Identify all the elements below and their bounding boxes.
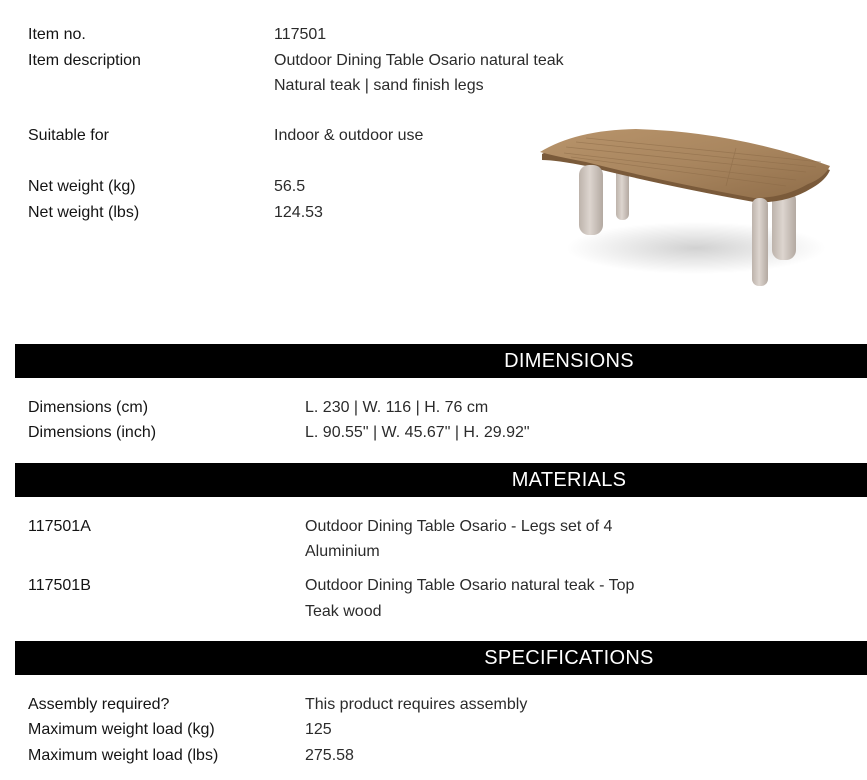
max-load-lbs-label: Maximum weight load (lbs) — [28, 747, 219, 764]
materials-header — [15, 463, 867, 497]
dimensions-inch-value: L. 90.55" | W. 45.67" | H. 29.92" — [305, 424, 530, 441]
assembly-label: Assembly required? — [28, 696, 170, 713]
materials-title: MATERIALS — [511, 469, 627, 491]
dimensions-cm-value: L. 230 | W. 116 | H. 76 cm — [305, 399, 489, 416]
assembly-value: This product requires assembly — [305, 696, 528, 713]
net-weight-kg-value: 56.5 — [274, 178, 306, 195]
net-weight-lbs-label: Net weight (lbs) — [28, 204, 140, 221]
material-code: 117501B — [28, 577, 91, 594]
teak-dining-table-product-image — [536, 120, 836, 295]
material-item-name: Outdoor Dining Table Osario - Legs set of 4 — [305, 518, 613, 535]
table-leg-front-right — [752, 198, 768, 286]
material-item-material: Teak wood — [305, 603, 382, 620]
dimensions-title: DIMENSIONS — [504, 350, 634, 372]
max-load-kg-value: 125 — [305, 721, 332, 738]
item-description-value: Outdoor Dining Table Osario natural teak — [274, 52, 564, 69]
max-load-kg-label: Maximum weight load (kg) — [28, 721, 215, 738]
material-item-material: Aluminium — [305, 543, 380, 560]
item-no-label: Item no. — [28, 26, 86, 43]
material-item-name: Outdoor Dining Table Osario natural teak - Top — [305, 577, 635, 594]
dimensions-header — [15, 344, 867, 378]
suitable-for-label: Suitable for — [28, 127, 109, 144]
net-weight-kg-label: Net weight (kg) — [28, 178, 136, 195]
suitable-for-value: Indoor & outdoor use — [274, 127, 424, 144]
item-no-value: 117501 — [274, 26, 327, 43]
item-description-label: Item description — [28, 52, 141, 69]
specifications-header — [15, 641, 867, 675]
specifications-title: SPECIFICATIONS — [484, 647, 654, 669]
material-code: 117501A — [28, 518, 91, 535]
max-load-lbs-value: 275.58 — [305, 747, 354, 764]
net-weight-lbs-value: 124.53 — [274, 204, 323, 221]
table-leg-front-left — [579, 165, 603, 235]
dimensions-cm-label: Dimensions (cm) — [28, 399, 149, 416]
item-finish-value: Natural teak | sand finish legs — [274, 77, 484, 94]
dimensions-inch-label: Dimensions (inch) — [28, 424, 157, 441]
